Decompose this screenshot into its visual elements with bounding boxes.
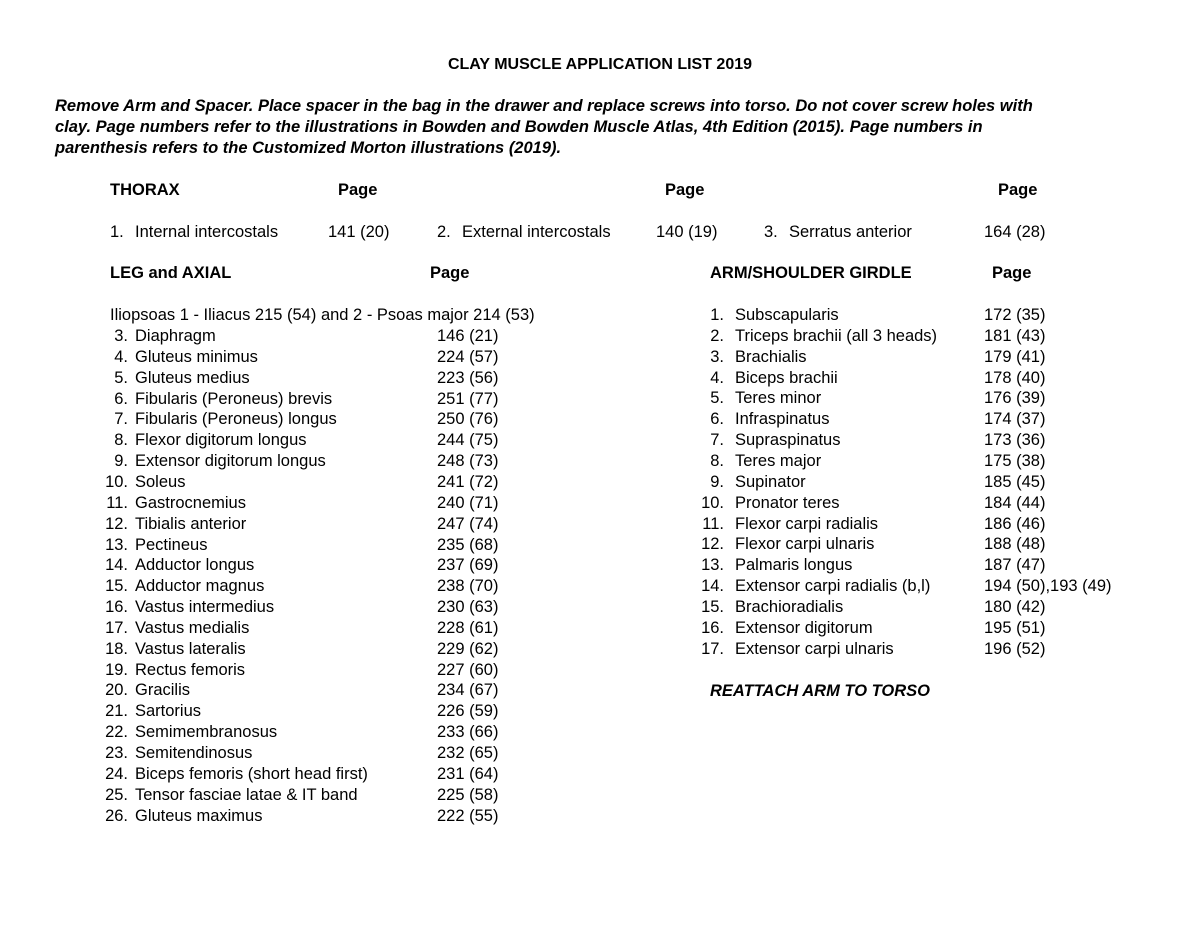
arm-item-page: 176 (39) <box>984 389 1046 407</box>
iliopsoas-line: Iliopsoas 1 - Iliacus 215 (54) and 2 - Psoas major 214 (53) <box>110 306 535 324</box>
leg-item-number: 8. <box>114 431 128 449</box>
leg-item-name: Extensor digitorum longus <box>135 452 326 470</box>
arm-item-name: Infraspinatus <box>735 410 830 428</box>
thorax-heading: THORAX <box>110 181 180 199</box>
arm-item-page: 185 (45) <box>984 473 1046 491</box>
arm-item-name: Flexor carpi radialis <box>735 515 879 533</box>
leg-item-name: Gastrocnemius <box>135 494 246 512</box>
thorax-page-header: Page <box>998 181 1038 199</box>
arm-item-number: 1. <box>710 306 724 324</box>
leg-item-page: 228 (61) <box>437 619 499 637</box>
leg-item-number: 3. <box>114 327 128 345</box>
leg-item-page: 244 (75) <box>437 431 499 449</box>
arm-item-page: 181 (43) <box>984 327 1046 345</box>
arm-item-page: 175 (38) <box>984 452 1046 470</box>
leg-item-page: 233 (66) <box>437 723 499 741</box>
leg-item-name: Tibialis anterior <box>135 515 247 533</box>
arm-item-page: 172 (35) <box>984 306 1046 324</box>
thorax-item-page: 140 (19) <box>656 223 718 241</box>
arm-item-name: Extensor carpi radialis (b,l) <box>735 577 931 595</box>
leg-item-page: 241 (72) <box>437 473 499 491</box>
leg-item-name: Adductor longus <box>135 556 255 574</box>
leg-item-name: Vastus lateralis <box>135 640 246 658</box>
leg-item-name: Gluteus medius <box>135 369 250 387</box>
arm-item-number: 9. <box>710 473 724 491</box>
leg-item-page: 222 (55) <box>437 807 499 825</box>
leg-item-name: Adductor magnus <box>135 577 265 595</box>
arm-item-number: 5. <box>710 389 724 407</box>
instructions-line: parenthesis refers to the Customized Morton illustrations (2019). <box>55 139 562 157</box>
thorax-item-number: 3. <box>764 223 778 241</box>
arm-item-name: Brachioradialis <box>735 598 844 616</box>
arm-item-number: 2. <box>710 327 724 345</box>
leg-item-number: 14. <box>105 556 128 574</box>
arm-item-page: 194 (50),193 (49) <box>984 577 1112 595</box>
leg-item-number: 23. <box>105 744 128 762</box>
arm-item-number: 11. <box>702 515 724 533</box>
leg-item-name: Semitendinosus <box>135 744 253 762</box>
reattach-note: REATTACH ARM TO TORSO <box>710 682 930 700</box>
thorax-page-header: Page <box>338 181 378 199</box>
leg-item-page: 237 (69) <box>437 556 499 574</box>
document-title: CLAY MUSCLE APPLICATION LIST 2019 <box>447 56 753 73</box>
leg-item-number: 11. <box>106 494 128 512</box>
arm-item-page: 186 (46) <box>984 515 1046 533</box>
arm-item-name: Teres major <box>735 452 822 470</box>
arm-heading: ARM/SHOULDER GIRDLE <box>710 264 912 282</box>
leg-item-name: Tensor fasciae latae & IT band <box>135 786 358 804</box>
leg-item-number: 21. <box>105 702 128 720</box>
thorax-item-name: Serratus anterior <box>789 223 912 241</box>
arm-item-name: Pronator teres <box>735 494 840 512</box>
arm-item-name: Supraspinatus <box>735 431 841 449</box>
leg-item-number: 24. <box>105 765 128 783</box>
leg-item-page: 251 (77) <box>437 390 499 408</box>
arm-item-page: 187 (47) <box>984 556 1046 574</box>
leg-page-header: Page <box>430 264 470 282</box>
leg-item-number: 10. <box>105 473 128 491</box>
arm-item-number: 8. <box>710 452 724 470</box>
leg-item-name: Pectineus <box>135 536 208 554</box>
arm-item-name: Brachialis <box>735 348 807 366</box>
thorax-item-number: 1. <box>110 223 124 241</box>
instructions-line: clay. Page numbers refer to the illustrations in Bowden and Bowden Muscle Atlas, 4th Edition (2015). Page numbers in <box>55 118 983 136</box>
leg-item-number: 9. <box>114 452 128 470</box>
leg-item-number: 25. <box>105 786 128 804</box>
leg-item-page: 229 (62) <box>437 640 499 658</box>
arm-item-name: Supinator <box>735 473 806 491</box>
arm-item-page: 196 (52) <box>984 640 1046 658</box>
arm-item-name: Teres minor <box>735 389 822 407</box>
leg-item-name: Flexor digitorum longus <box>135 431 307 449</box>
leg-item-page: 234 (67) <box>437 681 499 699</box>
leg-item-page: 240 (71) <box>437 494 499 512</box>
leg-item-page: 230 (63) <box>437 598 499 616</box>
leg-heading: LEG and AXIAL <box>110 264 232 282</box>
leg-item-name: Soleus <box>135 473 186 491</box>
leg-item-number: 13. <box>105 536 128 554</box>
leg-item-number: 4. <box>114 348 128 366</box>
leg-item-page: 146 (21) <box>437 327 499 345</box>
instructions-paragraph <box>55 96 1155 159</box>
leg-item-page: 247 (74) <box>437 515 499 533</box>
leg-item-number: 6. <box>114 390 128 408</box>
leg-item-name: Fibularis (Peroneus) brevis <box>135 390 333 408</box>
leg-item-page: 248 (73) <box>437 452 499 470</box>
arm-item-name: Extensor digitorum <box>735 619 873 637</box>
arm-item-page: 173 (36) <box>984 431 1046 449</box>
arm-page-header: Page <box>992 264 1032 282</box>
leg-item-number: 7. <box>114 410 128 428</box>
arm-item-page: 188 (48) <box>984 535 1046 553</box>
arm-item-number: 14. <box>701 577 724 595</box>
thorax-item-name: External intercostals <box>462 223 611 241</box>
leg-item-number: 20. <box>105 681 128 699</box>
arm-item-number: 15. <box>701 598 724 616</box>
instructions-line: Remove Arm and Spacer. Place spacer in the bag in the drawer and replace screws into torso. Do not cover screw holes with <box>55 97 1033 115</box>
leg-item-page: 225 (58) <box>437 786 499 804</box>
leg-item-name: Gluteus minimus <box>135 348 258 366</box>
leg-item-name: Rectus femoris <box>135 661 246 679</box>
arm-item-page: 184 (44) <box>984 494 1046 512</box>
leg-item-number: 12. <box>105 515 128 533</box>
leg-item-name: Sartorius <box>135 702 202 720</box>
arm-item-number: 3. <box>710 348 724 366</box>
thorax-item-page: 141 (20) <box>328 223 390 241</box>
arm-item-number: 4. <box>710 369 724 387</box>
thorax-item-number: 2. <box>437 223 451 241</box>
leg-item-name: Vastus medialis <box>135 619 250 637</box>
arm-item-number: 6. <box>710 410 724 428</box>
arm-item-page: 174 (37) <box>984 410 1046 428</box>
arm-item-number: 7. <box>710 431 724 449</box>
leg-item-number: 16. <box>105 598 128 616</box>
leg-item-number: 22. <box>105 723 128 741</box>
leg-item-page: 235 (68) <box>437 536 499 554</box>
arm-item-number: 17. <box>701 640 724 658</box>
arm-item-page: 195 (51) <box>984 619 1046 637</box>
leg-item-name: Fibularis (Peroneus) longus <box>135 410 337 428</box>
leg-item-name: Gluteus maximus <box>135 807 263 825</box>
thorax-item-page: 164 (28) <box>984 223 1046 241</box>
leg-item-name: Semimembranosus <box>135 723 278 741</box>
thorax-page-header: Page <box>665 181 705 199</box>
leg-item-number: 18. <box>105 640 128 658</box>
leg-item-name: Biceps femoris (short head first) <box>135 765 368 783</box>
leg-item-page: 226 (59) <box>437 702 499 720</box>
arm-item-name: Palmaris longus <box>735 556 853 574</box>
arm-item-name: Biceps brachii <box>735 369 838 387</box>
leg-item-number: 19. <box>105 661 128 679</box>
leg-item-page: 227 (60) <box>437 661 499 679</box>
arm-item-name: Triceps brachii (all 3 heads) <box>735 327 938 345</box>
arm-item-name: Extensor carpi ulnaris <box>735 640 894 658</box>
arm-item-number: 16. <box>701 619 724 637</box>
leg-item-number: 17. <box>105 619 128 637</box>
leg-item-number: 5. <box>114 369 128 387</box>
thorax-item-name: Internal intercostals <box>135 223 279 241</box>
leg-item-page: 232 (65) <box>437 744 499 762</box>
leg-item-name: Vastus intermedius <box>135 598 275 616</box>
arm-item-number: 10. <box>701 494 724 512</box>
leg-item-page: 250 (76) <box>437 410 499 428</box>
arm-item-page: 180 (42) <box>984 598 1046 616</box>
arm-item-page: 179 (41) <box>984 348 1046 366</box>
arm-item-number: 12. <box>701 535 724 553</box>
leg-item-page: 224 (57) <box>437 348 499 366</box>
arm-item-page: 178 (40) <box>984 369 1046 387</box>
leg-item-number: 26. <box>105 807 128 825</box>
leg-item-page: 238 (70) <box>437 577 499 595</box>
arm-item-name: Flexor carpi ulnaris <box>735 535 875 553</box>
leg-item-page: 231 (64) <box>437 765 499 783</box>
leg-item-name: Diaphragm <box>135 327 216 345</box>
arm-item-name: Subscapularis <box>735 306 839 324</box>
arm-item-number: 13. <box>701 556 724 574</box>
leg-item-page: 223 (56) <box>437 369 499 387</box>
leg-item-number: 15. <box>105 577 128 595</box>
leg-item-name: Gracilis <box>135 681 191 699</box>
